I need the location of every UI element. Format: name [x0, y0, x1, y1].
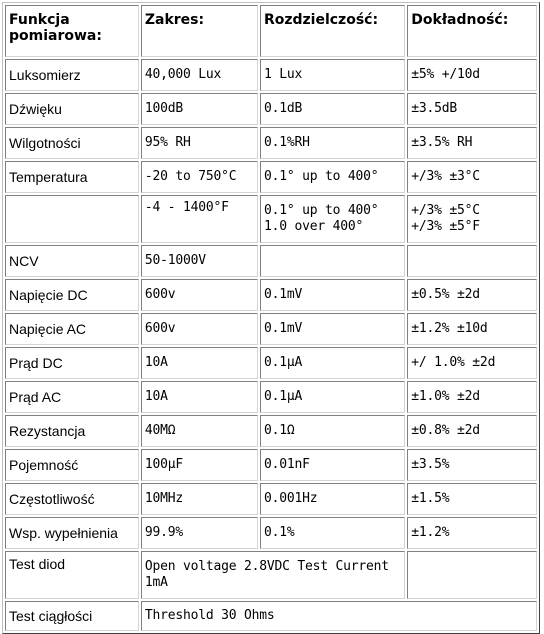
cell-accuracy: ±0.8% ±2d [407, 415, 537, 447]
cell-resolution: 0.1μA [260, 347, 405, 379]
cell-function: Dźwięku [5, 93, 139, 125]
cell-function: Luksomierz [5, 59, 139, 91]
table-row [5, 279, 537, 311]
cell-function: Prąd DC [5, 347, 139, 379]
cell-range: 100μF [141, 449, 258, 481]
cell-function: Napięcie AC [5, 313, 139, 345]
resolution-line-1: 0.1° up to 400° [263, 203, 379, 218]
table-row [5, 195, 537, 243]
table-row [5, 347, 537, 379]
cell-accuracy: ±3.5dB [407, 93, 537, 125]
cell-range: 40,000 Lux [141, 59, 258, 91]
table-row [5, 161, 537, 193]
table-row [5, 127, 537, 159]
cell-accuracy: ±5% +/10d [407, 59, 537, 91]
table-row [5, 381, 537, 413]
cell-accuracy [407, 245, 537, 277]
cell-function: NCV [5, 245, 139, 277]
cell-range: 600v [141, 279, 258, 311]
cell-range: -4 - 1400°F [141, 195, 258, 243]
cell-accuracy: +/3% ±3°C [407, 161, 537, 193]
cell-resolution: 0.001Hz [260, 483, 405, 515]
table-row [5, 483, 537, 515]
cell-resolution: 0.1mV [260, 279, 405, 311]
cell-range: 95% RH [141, 127, 258, 159]
cell-function [5, 195, 139, 243]
cell-function: Test diod [5, 551, 139, 599]
resolution-line-2: 1.0 over 400° [263, 219, 364, 234]
table-row [5, 313, 537, 345]
table-row [5, 449, 537, 481]
cell-range: 600v [141, 313, 258, 345]
cell-accuracy: ±1.2% ±10d [407, 313, 537, 345]
cell-resolution: 0.1Ω [260, 415, 405, 447]
continuity-test-row [5, 601, 537, 631]
cell-function: Wilgotności [5, 127, 139, 159]
cell-resolution [260, 245, 405, 277]
cell-resolution: 1 Lux [260, 59, 405, 91]
cell-range: 100dB [141, 93, 258, 125]
cell-resolution: 0.01nF [260, 449, 405, 481]
cell-accuracy: +/ 1.0% ±2d [407, 347, 537, 379]
cell-accuracy: ±1.5% [407, 483, 537, 515]
table-row [5, 245, 537, 277]
table-header-row [5, 5, 537, 57]
cell-range: 40MΩ [141, 415, 258, 447]
header-function: Funkcja pomiarowa: [5, 5, 139, 57]
cell-resolution: 0.1° up to 400° [260, 161, 405, 193]
specifications-table [2, 2, 540, 634]
header-range: Zakres: [141, 5, 258, 57]
cell-range: 10A [141, 347, 258, 379]
cell-function: Test ciągłości [5, 601, 139, 631]
cell-accuracy: ±0.5% ±2d [407, 279, 537, 311]
table-row [5, 517, 537, 549]
header-resolution: Rozdzielczość: [260, 5, 405, 57]
cell-range: 10MHz [141, 483, 258, 515]
cell-resolution: 0.1% [260, 517, 405, 549]
cell-accuracy [407, 195, 537, 243]
cell-range: 10A [141, 381, 258, 413]
cell-function: Rezystancja [5, 415, 139, 447]
header-accuracy: Dokładność: [407, 5, 537, 57]
cell-range: -20 to 750°C [141, 161, 258, 193]
diode-test-value: Open voltage 2.8VDC Test Current 1mA [141, 551, 405, 599]
cell-function: Prąd AC [5, 381, 139, 413]
accuracy-line-1: +/3% ±5°C [411, 203, 480, 218]
table-row [5, 415, 537, 447]
cell-function: Napięcie DC [5, 279, 139, 311]
cell-function: Wsp. wypełnienia [5, 517, 139, 549]
cell-accuracy: ±3.5% RH [407, 127, 537, 159]
cell-resolution: 0.1mV [260, 313, 405, 345]
cell-range: 50-1000V [141, 245, 258, 277]
cell-range: 99.9% [141, 517, 258, 549]
accuracy-line-2: +/3% ±5°F [411, 219, 480, 234]
cell-accuracy: ±1.0% ±2d [407, 381, 537, 413]
continuity-test-value: Threshold 30 Ohms [141, 601, 537, 631]
table-row [5, 59, 537, 91]
cell-accuracy: ±1.2% [407, 517, 537, 549]
cell-accuracy: ±3.5% [407, 449, 537, 481]
cell-function: Częstotliwość [5, 483, 139, 515]
table-row [5, 93, 537, 125]
cell-resolution [260, 195, 405, 243]
cell-resolution: 0.1%RH [260, 127, 405, 159]
diode-test-row [5, 551, 537, 599]
cell-function: Temperatura [5, 161, 139, 193]
cell-function: Pojemność [5, 449, 139, 481]
cell-accuracy-empty [407, 551, 537, 599]
cell-resolution: 0.1μA [260, 381, 405, 413]
cell-resolution: 0.1dB [260, 93, 405, 125]
